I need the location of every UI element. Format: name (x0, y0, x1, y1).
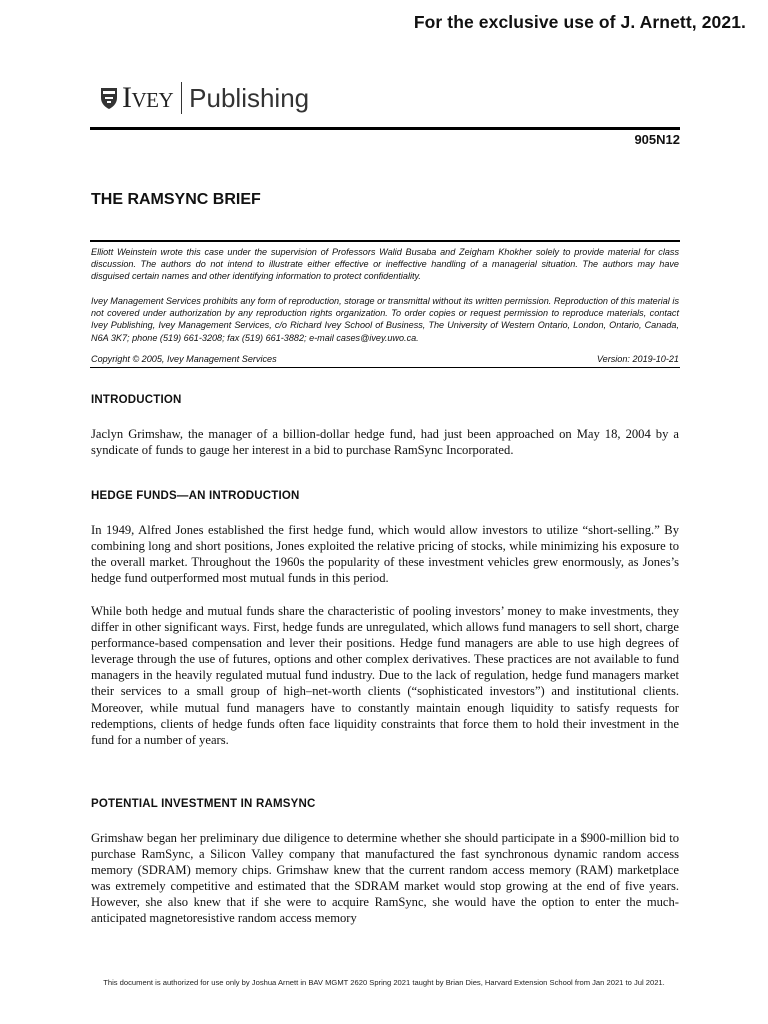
copyright-row (91, 354, 679, 364)
logo-brand: Ivey (122, 81, 174, 114)
paragraph-investment: Grimshaw began her preliminary due diligence to determine whether she should participate in a $900-million bid to purchase RamSync, a Silicon Valley company that manufactured the fast synchronous dynamic random access memory (SDRAM) memory chips. Grimshaw knew that the current random access memory (RAM) marketplace was extremely competitive and estimated that the SDRAM market would stop growing at the end of five years. However, she also knew that if she were to acquire RamSync, she would have the option to enter the much-anticipated magnetoresistive random access memory (91, 831, 679, 926)
rights-note: Ivey Management Services prohibits any form of reproduction, storage or transmittal without its written permission. Reproduction of this material is not covered under authorization by any reproduction rights organization. To order copies or request permission to reproduce materials, contact Ivey Publishing, Ivey Management Services, c/o Richard Ivey School of Business, The University of Western Ontario, London, Ontario, Canada, N6A 3K7; phone (519) 661-3208; fax (519) 661-3882; e-mail cases@ivey.uwo.ca. (91, 296, 679, 343)
paragraph-hedge-funds-1: In 1949, Alfred Jones established the first hedge fund, which would allow investors to utilize “short-selling.” By combining long and short positions, Jones exploited the relative pricing of stocks, while minimizing his exposure to the overall market. Throughout the 1960s the popularity of these investment vehicles grew enormously, as Jones’s hedge fund outperformed most mutual funds in this period. (91, 523, 679, 586)
logo-publishing: Publishing (189, 82, 310, 113)
logo-divider (181, 82, 182, 114)
paragraph-hedge-funds-2: While both hedge and mutual funds share the characteristic of pooling investors’ money to make investments, they differ in other significant ways. First, hedge funds are unregulated, which allows fund managers to sell short, charge performance-based compensation and lever their positions. Hedge fund managers are able to use high degrees of leverage through the use of futures, options and other complex derivatives. These practices are not available to fund managers in the heavily regulated mutual fund industry. Due to the lack of regulation, hedge fund managers market their services to a small group of high–net-worth clients (“sophisticated investors”) and institutional clients. Moreover, while mutual fund managers have to constantly maintain enough liquidity to satisfy requests for redemptions, clients of hedge funds often face liquidity constraints that force them to hold their investment in the fund for a number of years. (91, 604, 679, 747)
section-heading-hedge-funds: HEDGE FUNDS—AN INTRODUCTION (91, 490, 300, 502)
top-rule (90, 127, 680, 130)
shield-icon (100, 86, 118, 110)
ivey-publishing-logo (100, 78, 309, 118)
section-heading-introduction: INTRODUCTION (91, 394, 182, 406)
copyright-text: Copyright © 2005, Ivey Management Services (91, 354, 277, 364)
exclusive-use-banner: For the exclusive use of J. Arnett, 2021. (413, 12, 746, 32)
authorization-footer: This document is authorized for use only by Joshua Arnett in BAV MGMT 2620 Spring 2021 taught by Brian Dies, Harvard Extension School from Jan 2021 to Jul 2021. (103, 978, 665, 987)
authorship-note: Elliott Weinstein wrote this case under the supervision of Professors Walid Busaba and Zeigham Khokher solely to provide material for class discussion. The authors do not intend to illustrate either effective or ineffective handling of a managerial situation. The authors may have disguised certain names and other identifying information to protect confidentiality. (91, 247, 679, 282)
title-rule (90, 240, 680, 242)
section-heading-investment: POTENTIAL INVESTMENT IN RAMSYNC (91, 798, 316, 810)
case-title: THE RAMSYNC BRIEF (91, 191, 261, 208)
notes-rule (90, 367, 680, 368)
paragraph-introduction: Jaclyn Grimshaw, the manager of a billion-dollar hedge fund, had just been approached on May 18, 2004 by a syndicate of funds to gauge her interest in a bid to purchase RamSync Incorporated. (91, 427, 679, 458)
case-number: 905N12 (634, 132, 680, 147)
version-text: Version: 2019-10-21 (596, 354, 679, 364)
